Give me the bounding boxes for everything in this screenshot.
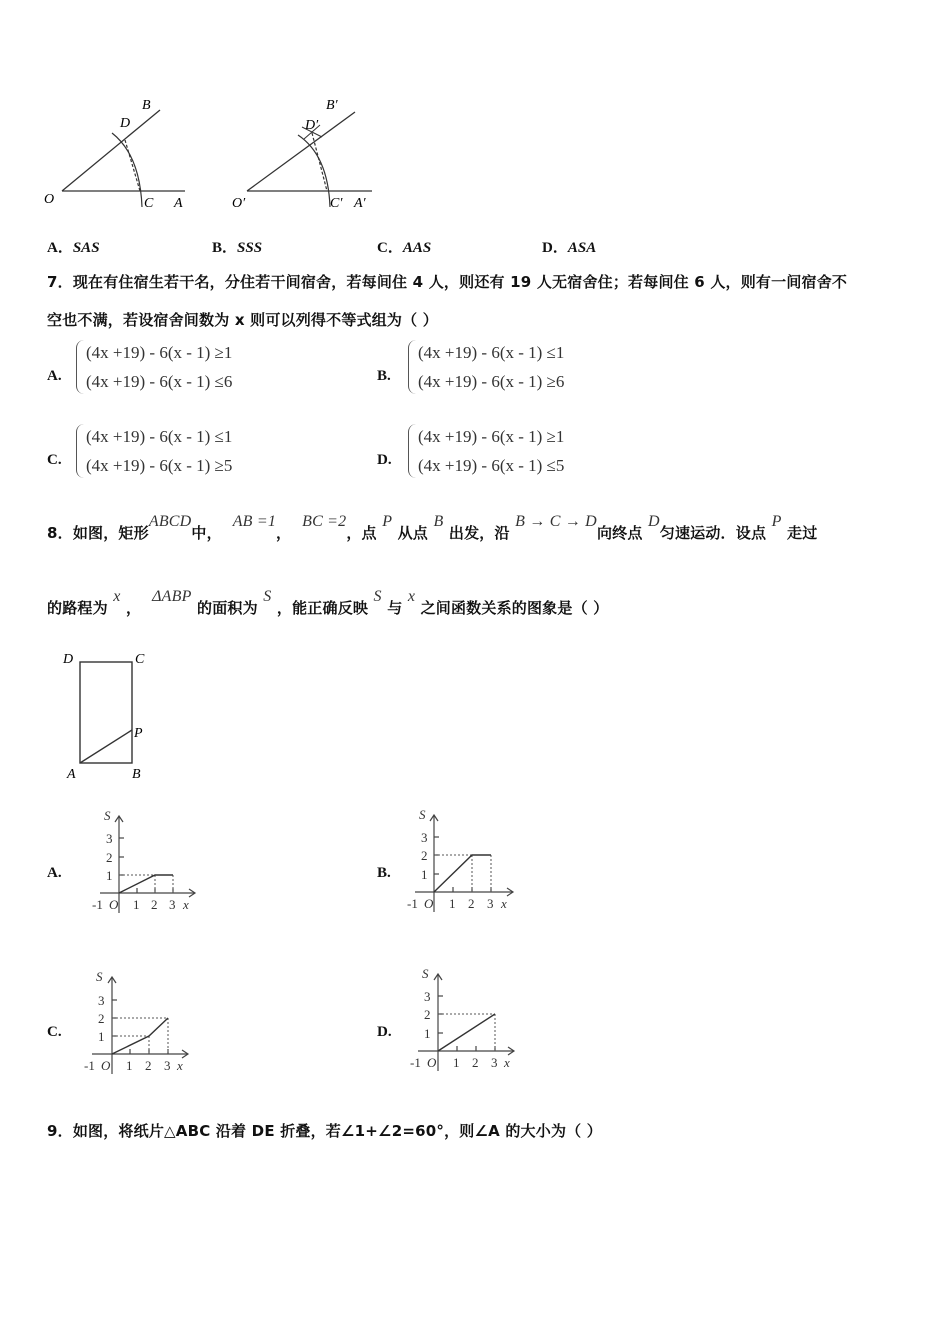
svg-text:O: O: [101, 1058, 111, 1073]
svg-text:1: 1: [421, 867, 428, 882]
svg-text:S: S: [104, 808, 111, 823]
svg-text:x: x: [504, 1055, 510, 1070]
angle-figure-original: [40, 95, 200, 215]
svg-text:2: 2: [145, 1058, 152, 1073]
svg-text:x: x: [501, 896, 507, 911]
svg-text:-1: -1: [84, 1058, 95, 1073]
q8-option-d-label[interactable]: D.: [377, 1024, 392, 1040]
q6-option-b[interactable]: B．SSS: [212, 240, 263, 256]
q7-option-a-system[interactable]: (4x +19) - 6(x - 1) ≥1 (4x +19) - 6(x - 1) ≤6: [86, 338, 232, 396]
svg-text:O′: O′: [232, 196, 246, 211]
brace-icon: [408, 424, 417, 478]
svg-text:D′: D′: [305, 118, 319, 133]
q7-option-b-system[interactable]: (4x +19) - 6(x - 1) ≤1 (4x +19) - 6(x - 1) ≥6: [418, 338, 564, 396]
q7-text-line2: 空也不满，若设宿舍间数为 x 则可以列得不等式组为（ ）: [47, 311, 438, 329]
svg-text:B′: B′: [326, 98, 338, 113]
svg-text:-1: -1: [92, 897, 103, 912]
svg-text:3: 3: [424, 989, 431, 1004]
svg-text:1: 1: [453, 1055, 460, 1070]
q7-option-b-label[interactable]: B.: [377, 368, 391, 384]
q9-text: 9．如图，将纸片△ABC 沿着 DE 折叠，若∠1+∠2=60°，则∠A 的大小为（ ）: [47, 1122, 602, 1140]
q8-text-line1: 8．如图，矩形ABCD中， AB =1， BC =2，点 P 从点 B 出发，沿 B → C → D向终点 D匀速运动．设点 P 走过: [47, 513, 818, 542]
svg-text:3: 3: [421, 830, 428, 845]
svg-text:A: A: [67, 767, 76, 782]
q8-text-line2: 的路程为 x ， ΔABP 的面积为 S ，能正确反映 S 与 x 之间函数关系的图象是（ ）: [47, 588, 609, 617]
svg-text:2: 2: [468, 896, 475, 911]
svg-text:2: 2: [472, 1055, 479, 1070]
svg-text:A′: A′: [354, 196, 366, 211]
svg-text:O: O: [109, 897, 119, 912]
svg-text:2: 2: [98, 1011, 105, 1026]
svg-text:2: 2: [106, 850, 113, 865]
svg-text:1: 1: [133, 897, 140, 912]
svg-text:3: 3: [98, 993, 105, 1008]
svg-text:1: 1: [106, 868, 113, 883]
svg-text:C: C: [135, 652, 145, 667]
svg-text:x: x: [183, 897, 189, 912]
svg-text:2: 2: [421, 848, 428, 863]
q8-option-b-graph[interactable]: [405, 803, 525, 921]
q8-option-a-label[interactable]: A.: [47, 865, 62, 881]
svg-text:1: 1: [126, 1058, 133, 1073]
q7-option-c-label[interactable]: C.: [47, 452, 62, 468]
svg-text:3: 3: [169, 897, 176, 912]
svg-text:3: 3: [487, 896, 494, 911]
q7-option-d-system[interactable]: (4x +19) - 6(x - 1) ≥1 (4x +19) - 6(x - 1) ≤5: [418, 422, 564, 480]
q8-option-a-graph[interactable]: [90, 808, 210, 923]
svg-text:1: 1: [424, 1026, 431, 1041]
svg-text:A: A: [174, 196, 183, 211]
svg-text:D: D: [63, 652, 74, 667]
svg-text:3: 3: [491, 1055, 498, 1070]
svg-text:P: P: [134, 726, 143, 741]
svg-text:S: S: [422, 966, 429, 981]
svg-text:2: 2: [424, 1007, 431, 1022]
svg-text:O: O: [427, 1055, 437, 1070]
svg-text:O: O: [424, 896, 434, 911]
q7-option-d-label[interactable]: D.: [377, 452, 392, 468]
svg-text:1: 1: [449, 896, 456, 911]
svg-text:-1: -1: [410, 1055, 421, 1070]
brace-icon: [76, 340, 85, 394]
q8-option-c-graph[interactable]: [80, 967, 200, 1085]
svg-text:3: 3: [106, 831, 113, 846]
svg-text:3: 3: [164, 1058, 171, 1073]
svg-text:1: 1: [98, 1029, 105, 1044]
q8-option-d-graph[interactable]: [408, 962, 528, 1080]
q8-option-c-label[interactable]: C.: [47, 1024, 62, 1040]
svg-text:C: C: [144, 196, 154, 211]
svg-text:B: B: [142, 98, 151, 113]
svg-text:2: 2: [151, 897, 158, 912]
svg-text:D: D: [120, 116, 131, 131]
brace-icon: [408, 340, 417, 394]
svg-text:B: B: [132, 767, 141, 782]
q6-option-c[interactable]: C．AAS: [377, 240, 432, 256]
angle-figure-copy: [230, 95, 390, 215]
q7-text-line1: 7．现在有住宿生若干名，分住若干间宿舍，若每间住 4 人，则还有 19 人无宿舍住；若每间住 6 人，则有一间宿舍不: [47, 273, 848, 291]
svg-text:x: x: [177, 1058, 183, 1073]
svg-text:C′: C′: [330, 196, 343, 211]
q7-option-a-label[interactable]: A.: [47, 368, 62, 384]
svg-text:O: O: [44, 192, 55, 207]
svg-text:S: S: [419, 807, 426, 822]
brace-icon: [76, 424, 85, 478]
q8-option-b-label[interactable]: B.: [377, 865, 391, 881]
q6-option-a[interactable]: A．SAS: [47, 240, 100, 256]
q6-option-d[interactable]: D．ASA: [542, 240, 597, 256]
svg-text:-1: -1: [407, 896, 418, 911]
rectangle-abcd-figure: [55, 645, 165, 785]
q7-option-c-system[interactable]: (4x +19) - 6(x - 1) ≤1 (4x +19) - 6(x - 1) ≥5: [86, 422, 232, 480]
svg-text:S: S: [96, 969, 103, 984]
